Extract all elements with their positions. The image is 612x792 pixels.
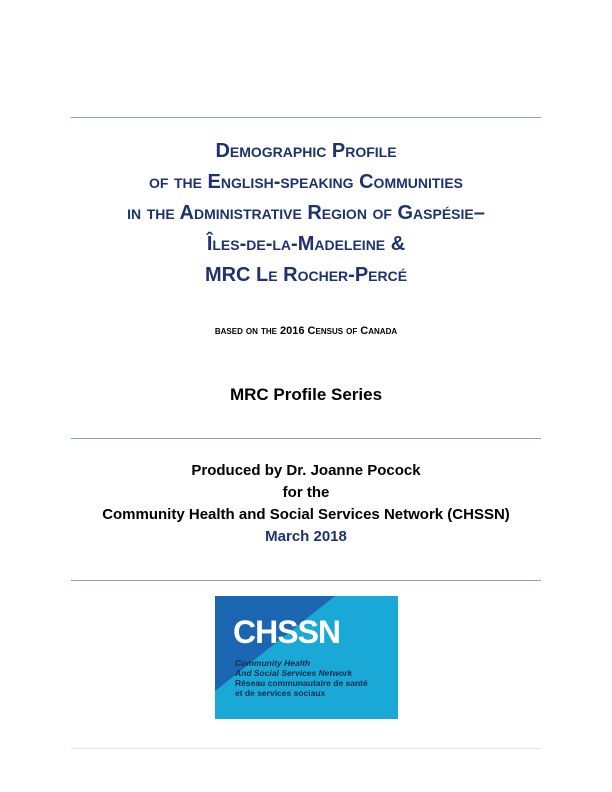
logo-tagline-1: Community Health	[235, 658, 311, 668]
logo-wordmark: CHSSN	[233, 614, 341, 650]
divider-top	[71, 117, 541, 118]
title-line-5: MRC Le Rocher-Percé	[204, 264, 408, 286]
chssn-logo	[215, 596, 398, 719]
series-name: MRC Profile Series	[229, 385, 383, 404]
logo-tagline-2: And Social Services Network	[235, 668, 353, 678]
organization-line: Community Health and Social Services Network (CHSSN)	[102, 506, 510, 523]
title-line-1: Demographic Profile	[215, 140, 397, 162]
divider-middle	[71, 438, 541, 439]
author-line: Produced by Dr. Joanne Pocock	[191, 462, 421, 479]
logo-tagline-3: Réseau communautaire de santé	[235, 678, 368, 688]
publication-date: March 2018	[265, 528, 347, 545]
credits-block	[40, 460, 572, 548]
for-line: for the	[282, 484, 330, 501]
divider-bottom	[71, 748, 541, 749]
census-subtitle: based on the 2016 Census of Canada	[214, 325, 398, 337]
divider-lower	[71, 580, 541, 581]
title-line-4: Îles-de-la-Madeleine &	[206, 233, 406, 255]
title-line-3: in the Administrative Region of Gaspésie–	[127, 202, 485, 224]
logo-tagline-4: et de services sociaux	[235, 688, 326, 698]
title-line-2: of the English-speaking Communities	[148, 171, 463, 193]
document-title	[40, 136, 572, 291]
